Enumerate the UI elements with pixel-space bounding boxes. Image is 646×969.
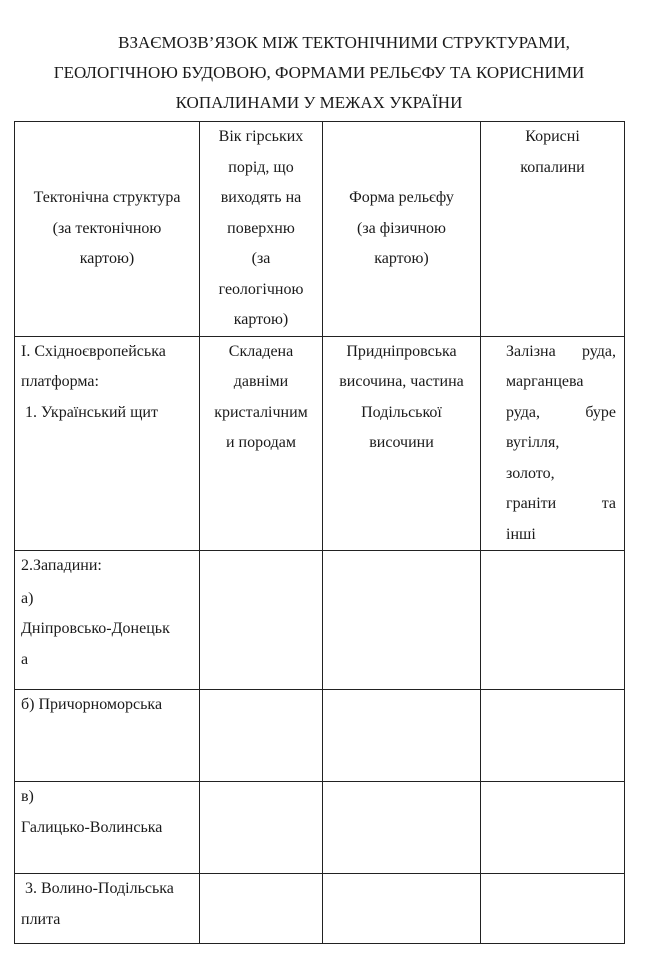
table-row [15,551,625,690]
cell-minerals[interactable]: Залізна руда, марганцева руда, буре вугілля, золото, граніти та інші [481,336,625,551]
cell-minerals[interactable] [481,782,625,874]
cell-relief-form[interactable] [323,782,481,874]
cell-rock-age[interactable] [200,690,323,782]
title-line-3: КОПАЛИНАМИ У МЕЖАХ УКРАЇНИ [175,93,463,112]
table-row [15,782,625,874]
cell-rock-age[interactable] [200,551,323,690]
tectonic-relationship-table [14,121,625,944]
cell-relief-form[interactable]: Придніпровська височина, частина Подільської височини [323,336,481,551]
header-tectonic-structure: Тектонічна структура (за тектонічною картою) [15,122,200,337]
cell-minerals[interactable] [481,551,625,690]
cell-relief-form[interactable] [323,690,481,782]
cell-tectonic-structure[interactable]: 2.Западини: а) Дніпровсько-Донецьк а [15,551,200,690]
table-row [15,690,625,782]
header-minerals: Корисні копалини [481,122,625,337]
cell-rock-age[interactable]: Складена давніми кристалічним и породам [200,336,323,551]
cell-rock-age[interactable] [200,874,323,944]
table-row [15,336,625,551]
cell-tectonic-structure[interactable]: 3. Волино-Подільська плита [15,874,200,944]
cell-relief-form[interactable] [323,551,481,690]
cell-tectonic-structure[interactable]: в) Галицько-Волинська [15,782,200,874]
cell-minerals[interactable] [481,690,625,782]
header-rock-age: Вік гірських порід, що виходять на поверхню (за геологічною картою) [200,122,323,337]
table-header-row [15,122,625,337]
cell-tectonic-structure[interactable]: б) Причорноморська [15,690,200,782]
title-line-2: ГЕОЛОГІЧНОЮ БУДОВОЮ, ФОРМАМИ РЕЛЬЄФУ ТА КОРИСНИМИ [53,63,585,82]
table-row [15,874,625,944]
cell-rock-age[interactable] [200,782,323,874]
title-line-1: ВЗАЄМОЗВ’ЯЗОК МІЖ ТЕКТОНІЧНИМИ СТРУКТУРАМИ, [118,33,570,52]
cell-minerals[interactable] [481,874,625,944]
header-relief-form: Форма рельєфу (за фізичною картою) [323,122,481,337]
document-title [14,28,624,118]
cell-relief-form[interactable] [323,874,481,944]
cell-tectonic-structure[interactable]: І. Східноєвропейська платформа: 1. Український щит [15,336,200,551]
